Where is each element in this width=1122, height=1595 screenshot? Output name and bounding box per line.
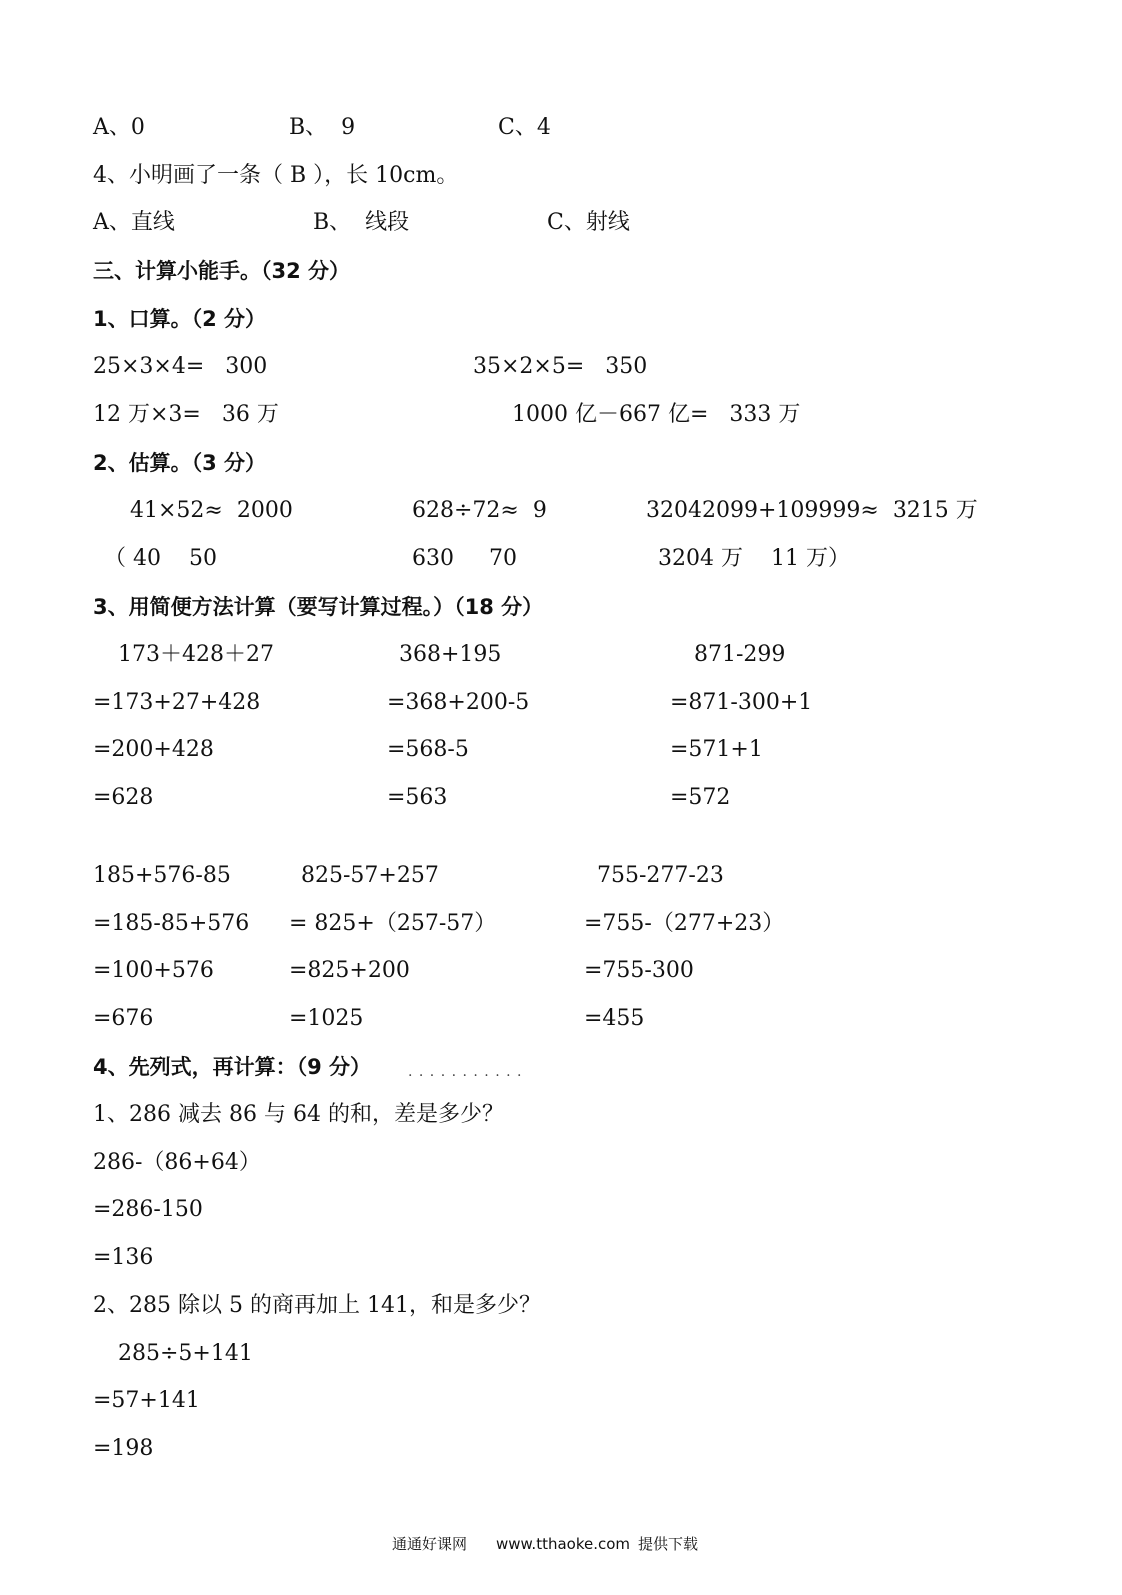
problem-1-step: 286-（86+64）: [93, 1150, 261, 1175]
estimate-note: 3204 万 11 万）: [658, 546, 850, 571]
problem-1-question: 1、286 减去 86 与 64 的和，差是多少？: [93, 1102, 504, 1127]
calc-step: =871-300+1: [670, 690, 813, 715]
calc-step: =568-5: [387, 737, 469, 762]
estimate-title: 2、估算。（3 分）: [93, 451, 267, 475]
q3-option-a: A、0: [93, 115, 145, 140]
calc-step: =173+27+428: [93, 690, 261, 715]
q4-option-b: B、 线段: [313, 210, 410, 235]
problem-2-step: =57+141: [93, 1388, 200, 1413]
footer-site-name: 通通好课网: [392, 1535, 468, 1553]
problem-2-step: =198: [93, 1436, 154, 1461]
oral-title: 1、口算。（2 分）: [93, 307, 267, 331]
calc-step: 825-57+257: [301, 863, 439, 888]
q4-option-a: A、直线: [93, 210, 175, 235]
calc-step: =185-85+576: [93, 911, 250, 936]
formula-title: 4、先列式，再计算：（9 分）: [93, 1055, 372, 1079]
estimate-item: 628÷72≈ 9: [412, 498, 547, 523]
problem-2-step: 285÷5+141: [118, 1341, 253, 1366]
calc-step: 871-299: [694, 642, 786, 667]
problem-1-step: =136: [93, 1245, 154, 1270]
oral-item: 1000 亿－667 亿= 333 万: [512, 402, 801, 427]
calc-step: 173＋428＋27: [118, 642, 274, 667]
q4-question: 4、小明画了一条（ B ），长 10cm。: [93, 163, 459, 188]
calc-step: 368+195: [399, 642, 502, 667]
calc-step: =571+1: [670, 737, 763, 762]
calc-step: =628: [93, 785, 154, 810]
calc-step: =755-（277+23）: [584, 911, 785, 936]
footer-url: www.tthaoke.com: [496, 1535, 631, 1553]
q3-option-b: B、 9: [289, 115, 356, 140]
problem-1-step: =286-150: [93, 1197, 203, 1222]
calc-step: =755-300: [584, 958, 694, 983]
dot-leader: . . . . . . . . . . .: [408, 1064, 523, 1080]
calc-step: =563: [387, 785, 448, 810]
footer-note: 提供下载: [638, 1535, 699, 1553]
estimate-item: 32042099+109999≈ 3215 万: [646, 498, 978, 523]
calc-step: 185+576-85: [93, 863, 231, 888]
oral-item: 25×3×4= 300: [93, 354, 268, 379]
calc-step: =1025: [289, 1006, 364, 1031]
estimate-note: 630 70: [412, 546, 517, 571]
section3-title: 三、计算小能手。（32 分）: [93, 259, 351, 283]
calc-step: =825+200: [289, 958, 410, 983]
calc-step: =368+200-5: [387, 690, 530, 715]
estimate-item: 41×52≈ 2000: [130, 498, 293, 523]
calc-step: =676: [93, 1006, 154, 1031]
simple-title: 3、用简便方法计算（要写计算过程。）（18 分）: [93, 595, 544, 619]
q3-option-c: C、4: [498, 115, 551, 140]
calc-step: = 825+（257-57）: [289, 911, 497, 936]
problem-2-question: 2、285 除以 5 的商再加上 141，和是多少？: [93, 1293, 541, 1318]
calc-step: 755-277-23: [597, 863, 724, 888]
calc-step: =455: [584, 1006, 645, 1031]
calc-step: =572: [670, 785, 731, 810]
estimate-note: （ 40 50: [104, 546, 217, 571]
q4-option-c: C、射线: [547, 210, 630, 235]
calc-step: =100+576: [93, 958, 214, 983]
calc-step: =200+428: [93, 737, 214, 762]
oral-item: 35×2×5= 350: [473, 354, 648, 379]
oral-item: 12 万×3= 36 万: [93, 402, 279, 427]
